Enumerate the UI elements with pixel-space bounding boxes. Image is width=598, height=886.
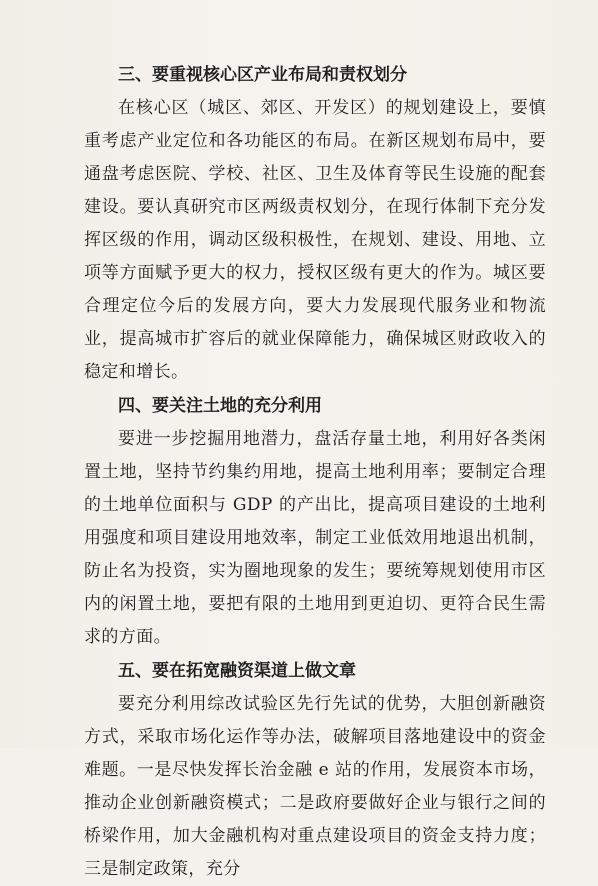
section-4 — [84, 389, 546, 654]
section-3 — [84, 58, 546, 389]
section-heading: 五、要在拓宽融资渠道上做文章 — [118, 661, 356, 681]
section-5 — [84, 654, 546, 886]
section-heading: 三、要重视核心区产业布局和责权划分 — [118, 65, 407, 85]
section-heading: 四、要关注土地的充分利用 — [118, 396, 322, 416]
section-paragraph: 要充分利用综改试验区先行先试的优势，大胆创新融资方式，采取市场化运作等办法，破解项目落地建设中的资金难题。一是尽快发挥长治金融 e 站的作用，发展资本市场，推动企业创新融资模式；二是政府要做好企业与银行之间的桥梁作用，加大金融机构对重点建设项目的资金支持力度；三是制定政策，充分 — [84, 694, 546, 879]
section-paragraph: 在核心区（城区、郊区、开发区）的规划建设上，要慎重考虑产业定位和各功能区的布局。在新区规划布局中，要通盘考虑医院、学校、社区、卫生及体育等民生设施的配套建设。要认真研究市区两级责权划分，在现行体制下充分发挥区级的作用，调动区级积极性，在规划、建设、用地、立项等方面赋予更大的权力，授权区级有更大的作为。城区要合理定位今后的发展方向，要大力发展现代服务业和物流业，提高城市扩容后的就业保障能力，确保城区财政收入的稳定和增长。 — [84, 98, 546, 382]
section-paragraph: 要进一步挖掘用地潜力，盘活存量土地，利用好各类闲置土地，坚持节约集约用地，提高土地利用率；要制定合理的土地单位面积与 GDP 的产出比，提高项目建设的土地利用强度和项目建设用地效率，制定工业低效用地退出机制，防止名为投资，实为圈地现象的发生；要统筹规划使用市区内的闲置土地，要把有限的土地用到更迫切、更符合民生需求的方面。 — [84, 429, 546, 647]
